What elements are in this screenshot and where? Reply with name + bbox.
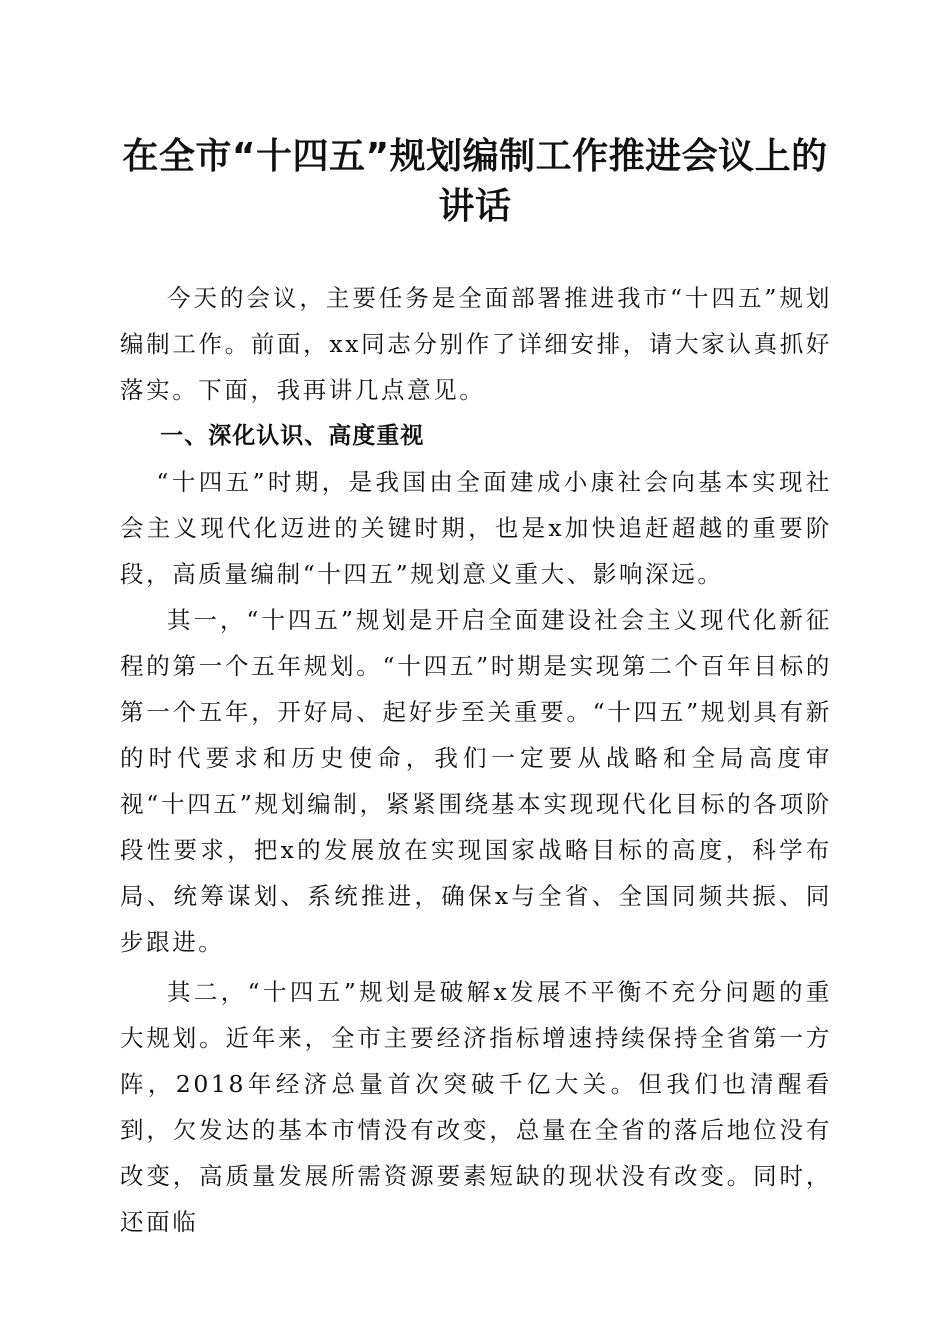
paragraph-intro: 今天的会议，主要任务是全面部署推进我市“十四五”规划编制工作。前面，xx同志分别作了详细安排，请大家认真抓好落实。下面，我再讲几点意见。 (120, 284, 832, 404)
document-title (110, 132, 840, 232)
title-line-1: 在全市“十四五”规划编制工作推进会议上的 (122, 136, 828, 177)
title-line-2: 讲话 (438, 186, 512, 227)
paragraph-point-1: 其一，“十四五”规划是开启全面建设社会主义现代化新征程的第一个五年规划。“十四五”时期是实现第二个百年目标的第一个五年，开好局、起好步至关重要。“十四五”规划具有新的时代要求和历史使命，我们一定要从战略和全局高度审视“十四五”规划编制，紧紧围绕基本实现现代化目标的各项阶段性要求，把x的发展放在实现国家战略目标的高度，科学布局、统筹谋划、系统推进，确保x与全省、全国同频共振、同步跟进。 (120, 606, 832, 956)
document-body (120, 275, 832, 1245)
paragraph-significance: “十四五”时期，是我国由全面建成小康社会向基本实现社会主义现代化迈进的关键时期，也是x加快追赶超越的重要阶段，高质量编制“十四五”规划意义重大、影响深远。 (120, 468, 832, 588)
section-heading-1: 一、深化认识、高度重视 (160, 423, 425, 449)
paragraph-point-2: 其二，“十四五”规划是破解x发展不平衡不充分问题的重大规划。近年来，全市主要经济指标增速持续保持全省第一方阵，2018年经济总量首次突破千亿大关。但我们也清醒看到，欠发达的基本市情没有改变，总量在全省的落后地位没有改变，高质量发展所需资源要素短缺的现状没有改变。同时，还面临 (120, 978, 832, 1236)
